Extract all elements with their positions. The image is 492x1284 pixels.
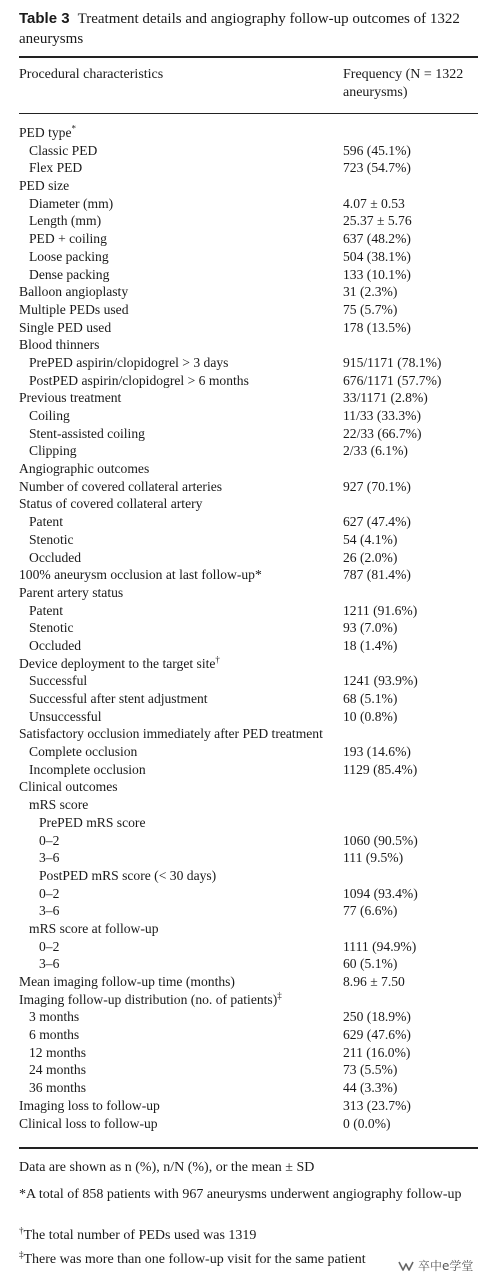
table-row xyxy=(19,708,489,726)
row-value: 1241 (93.9%) xyxy=(343,673,418,689)
table-row xyxy=(19,672,489,690)
row-label-text: Coiling xyxy=(29,408,70,423)
row-label xyxy=(29,920,159,938)
row-value: 11/33 (33.3%) xyxy=(343,408,422,423)
row-value: 44 (3.3%) xyxy=(343,1080,398,1096)
row-label xyxy=(19,301,129,319)
row-value: 18 (1.4%) xyxy=(343,637,398,653)
table-row xyxy=(19,991,489,1009)
row-value: 927 (70.1%) xyxy=(343,478,411,494)
row-label xyxy=(29,672,87,690)
column-header-characteristics: Procedural characteristics xyxy=(19,67,164,82)
table-row xyxy=(19,283,489,301)
table-row xyxy=(19,1079,489,1097)
row-label-text: Clinical loss to follow-up xyxy=(19,1115,158,1131)
row-label xyxy=(19,336,99,354)
row-label-text: Successful xyxy=(29,673,88,689)
row-value: 787 (81.4%) xyxy=(343,567,411,583)
row-label-text: Mean imaging follow-up time (months) xyxy=(19,974,235,989)
footnote-angiography xyxy=(19,1185,481,1205)
row-label xyxy=(29,619,74,637)
row-value: 193 (14.6%) xyxy=(343,744,411,760)
table-row xyxy=(19,248,489,266)
row-label-text: 3–6 xyxy=(39,956,60,972)
row-value: 133 (10.1%) xyxy=(343,266,411,282)
table-row xyxy=(19,425,489,443)
row-label-text: Flex PED xyxy=(29,160,83,176)
row-value: 596 (45.1%) xyxy=(343,142,411,158)
footnote-2-text: *A total of 858 patients with 967 aneurysms underwent angiography follow-up xyxy=(19,1187,462,1202)
row-label xyxy=(19,991,282,1009)
table-row xyxy=(19,495,489,513)
column-header-frequency-line2: aneurysms) xyxy=(343,85,408,100)
row-label-text: Patent xyxy=(29,602,63,618)
row-label-text: Unsuccessful xyxy=(29,708,102,724)
table-row xyxy=(19,725,489,743)
row-label-text: Imaging follow-up distribution (no. of patients) xyxy=(19,991,278,1007)
table-row xyxy=(19,867,489,885)
row-value: 211 (16.0%) xyxy=(343,1044,411,1060)
table-row xyxy=(19,549,489,567)
row-label-text: PrePED mRS score xyxy=(39,814,146,830)
row-label xyxy=(19,177,69,195)
row-label-text: Imaging loss to follow-up xyxy=(19,1097,160,1113)
table-row xyxy=(19,460,489,478)
row-label-text: Successful after stent adjustment xyxy=(29,691,208,706)
row-label xyxy=(19,584,123,602)
row-label-text: Patent xyxy=(29,514,63,530)
table-row xyxy=(19,230,489,248)
row-value: 60 (5.1%) xyxy=(343,956,398,972)
row-label xyxy=(29,1061,86,1079)
row-value: 178 (13.5%) xyxy=(343,319,411,335)
row-label-text: Dense packing xyxy=(29,266,110,282)
table-row xyxy=(19,478,489,496)
row-label xyxy=(29,1044,86,1062)
table-row xyxy=(19,920,489,938)
row-label-text: 0–2 xyxy=(39,832,60,848)
row-label xyxy=(19,778,118,796)
table-row xyxy=(19,159,489,177)
row-value: 0 (0.0%) xyxy=(343,1115,391,1131)
row-label xyxy=(29,212,101,230)
row-label xyxy=(29,1026,79,1044)
row-label-text: 0–2 xyxy=(39,938,60,954)
table-row xyxy=(19,637,489,655)
header-rule xyxy=(19,113,478,114)
row-label xyxy=(29,513,63,531)
table-row xyxy=(19,902,489,920)
row-label-text: Length (mm) xyxy=(29,213,102,229)
table-row xyxy=(19,195,489,213)
row-label xyxy=(39,867,216,885)
footnote-3-text: The total number of PEDs used was 1319 xyxy=(23,1228,257,1243)
row-value: 1111 (94.9%) xyxy=(343,938,417,954)
watermark xyxy=(398,1257,473,1274)
row-label xyxy=(39,902,59,920)
row-label xyxy=(19,124,76,142)
row-value: 111 (9.5%) xyxy=(343,850,404,866)
table-row xyxy=(19,1008,489,1026)
row-label xyxy=(29,1079,86,1097)
row-value: 75 (5.7%) xyxy=(343,301,398,317)
bottom-rule xyxy=(19,1147,478,1149)
row-label-text: 3–6 xyxy=(39,903,60,919)
row-value: 676/1171 (57.7%) xyxy=(343,372,442,388)
row-label-text: Device deployment to the target site xyxy=(19,655,216,671)
row-value: 68 (5.1%) xyxy=(343,691,398,706)
top-rule xyxy=(19,56,478,58)
row-value: 8.96 ± 7.50 xyxy=(343,974,405,989)
row-label xyxy=(19,655,220,673)
row-label-text: PostPED mRS score (< 30 days) xyxy=(39,867,217,883)
column-header-frequency xyxy=(343,66,483,102)
row-label xyxy=(19,566,262,584)
table-row xyxy=(19,266,489,284)
row-value: 723 (54.7%) xyxy=(343,160,411,176)
row-label-text: mRS score at follow-up xyxy=(29,920,159,936)
row-label-text: 3–6 xyxy=(39,850,60,866)
row-value: 77 (6.6%) xyxy=(343,903,398,919)
row-footnote-marker: ‡ xyxy=(277,990,282,1001)
row-label xyxy=(29,602,63,620)
row-label xyxy=(29,743,137,761)
table-caption: Treatment details and angiography follow-up outcomes of 1322 aneurysms xyxy=(19,11,460,47)
row-label-text: 12 months xyxy=(29,1044,87,1060)
row-label-text: 36 months xyxy=(29,1080,87,1096)
table-row xyxy=(19,336,489,354)
row-label xyxy=(19,973,235,991)
table-row xyxy=(19,602,489,620)
row-label-text: Occluded xyxy=(29,637,82,653)
row-label xyxy=(19,478,222,496)
row-footnote-marker: * xyxy=(71,123,76,134)
table-row xyxy=(19,566,489,584)
table-row xyxy=(19,655,489,673)
table-row xyxy=(19,743,489,761)
row-value: 10 (0.8%) xyxy=(343,708,398,724)
table-row xyxy=(19,301,489,319)
row-label-text: Angiographic outcomes xyxy=(19,461,150,477)
row-label xyxy=(19,389,121,407)
row-label xyxy=(29,637,81,655)
row-label xyxy=(19,283,128,301)
row-label-text: PED size xyxy=(19,178,70,194)
row-label-text: 24 months xyxy=(29,1062,87,1078)
row-label xyxy=(29,796,88,814)
row-label-text: 6 months xyxy=(29,1027,80,1043)
row-value: 915/1171 (78.1%) xyxy=(343,354,442,370)
table-row xyxy=(19,1115,489,1133)
table-row xyxy=(19,778,489,796)
row-label xyxy=(29,690,208,708)
row-label xyxy=(29,407,70,425)
row-label-text: Classic PED xyxy=(29,142,98,158)
row-value: 1060 (90.5%) xyxy=(343,832,418,848)
row-value: 93 (7.0%) xyxy=(343,620,398,636)
row-label xyxy=(19,460,149,478)
row-label-text: Number of covered collateral arteries xyxy=(19,478,223,494)
row-label xyxy=(39,814,145,832)
row-label xyxy=(29,549,81,567)
table-row xyxy=(19,1061,489,1079)
table-row xyxy=(19,531,489,549)
table-row xyxy=(19,955,489,973)
table-row xyxy=(19,442,489,460)
row-label xyxy=(29,425,145,443)
row-label xyxy=(29,266,109,284)
table-row xyxy=(19,319,489,337)
row-value: 629 (47.6%) xyxy=(343,1027,411,1043)
table-row xyxy=(19,832,489,850)
table-row xyxy=(19,796,489,814)
row-value: 54 (4.1%) xyxy=(343,531,398,547)
row-label-text: PED type xyxy=(19,125,72,140)
row-label-text: Stent-assisted coiling xyxy=(29,425,145,441)
row-value: 313 (23.7%) xyxy=(343,1097,411,1113)
row-label xyxy=(39,955,59,973)
footnote-double-dagger-symbol: ‡ xyxy=(19,1249,24,1260)
row-label xyxy=(39,938,59,956)
row-label-text: Occluded xyxy=(29,549,82,565)
row-label-text: Stenotic xyxy=(29,531,74,547)
row-value: 25.37 ± 5.76 xyxy=(343,213,412,229)
row-value: 1129 (85.4%) xyxy=(343,761,418,777)
table-row xyxy=(19,372,489,390)
row-label-text: Single PED used xyxy=(19,319,112,335)
row-label xyxy=(29,159,82,177)
table-row xyxy=(19,849,489,867)
row-label xyxy=(29,372,249,390)
footnote-data-format xyxy=(19,1158,481,1178)
row-label xyxy=(29,531,74,549)
row-label xyxy=(29,761,146,779)
row-label-text: Loose packing xyxy=(29,248,109,264)
row-label xyxy=(29,142,97,160)
row-label-text: PrePED aspirin/clopidogrel > 3 days xyxy=(29,354,229,370)
row-label xyxy=(19,1115,158,1133)
watermark-text: 卒中e学堂 xyxy=(418,1259,474,1273)
table-row xyxy=(19,1026,489,1044)
table-row xyxy=(19,354,489,372)
row-label xyxy=(19,495,202,513)
table-row xyxy=(19,177,489,195)
row-label-text: Satisfactory occlusion immediately after PED treatment xyxy=(19,726,323,742)
footnote-1-text: Data are shown as n (%), n/N (%), or the mean ± SD xyxy=(19,1160,315,1175)
row-label-text: Balloon angioplasty xyxy=(19,284,129,300)
row-label xyxy=(29,442,77,460)
row-label xyxy=(19,1097,160,1115)
row-value: 33/1171 (2.8%) xyxy=(343,390,428,406)
row-value: 1211 (91.6%) xyxy=(343,602,418,618)
row-value: 1094 (93.4%) xyxy=(343,885,418,901)
table-row xyxy=(19,619,489,637)
row-label xyxy=(39,885,59,903)
row-value: 627 (47.4%) xyxy=(343,514,411,530)
row-label-text: Parent artery status xyxy=(19,584,124,600)
table-row xyxy=(19,584,489,602)
row-label xyxy=(39,832,59,850)
row-label xyxy=(29,708,101,726)
row-value: 2/33 (6.1%) xyxy=(343,443,408,459)
row-label-text: 0–2 xyxy=(39,885,60,901)
row-label-text: Previous treatment xyxy=(19,390,122,406)
table-row xyxy=(19,1097,489,1115)
row-label xyxy=(29,230,107,248)
row-label-text: 100% aneurysm occlusion at last follow-up* xyxy=(19,567,262,583)
row-label-text: PostPED aspirin/clopidogrel > 6 months xyxy=(29,372,249,388)
row-value: 26 (2.0%) xyxy=(343,549,398,565)
table-row xyxy=(19,1044,489,1062)
table-row xyxy=(19,407,489,425)
table-row xyxy=(19,212,489,230)
row-label-text: mRS score xyxy=(29,797,89,813)
row-label xyxy=(29,248,109,266)
row-label-text: Blood thinners xyxy=(19,337,100,353)
table-row xyxy=(19,690,489,708)
row-label-text: Diameter (mm) xyxy=(29,195,114,211)
table-row xyxy=(19,814,489,832)
table-number: Table 3 xyxy=(19,10,70,27)
row-label xyxy=(29,195,113,213)
wechat-channel-icon xyxy=(398,1259,414,1273)
row-label-text: Clinical outcomes xyxy=(19,779,118,795)
table-row xyxy=(19,389,489,407)
row-label-text: Multiple PEDs used xyxy=(19,301,129,317)
row-value: 504 (38.1%) xyxy=(343,248,411,264)
row-label xyxy=(29,1008,79,1026)
footnote-4-text: There was more than one follow-up visit for the same patient xyxy=(23,1252,366,1267)
row-value: 250 (18.9%) xyxy=(343,1009,411,1025)
table-row xyxy=(19,513,489,531)
row-label xyxy=(19,319,111,337)
row-label xyxy=(39,849,59,867)
row-label-text: Complete occlusion xyxy=(29,744,138,760)
row-label-text: PED + coiling xyxy=(29,231,107,247)
row-value: 637 (48.2%) xyxy=(343,231,411,247)
row-footnote-marker: † xyxy=(215,654,220,665)
table-row xyxy=(19,973,489,991)
row-value: 73 (5.5%) xyxy=(343,1062,398,1078)
row-label-text: Incomplete occlusion xyxy=(29,761,146,777)
table-row xyxy=(19,124,489,142)
table-title xyxy=(19,9,479,49)
table-row xyxy=(19,885,489,903)
row-value: 4.07 ± 0.53 xyxy=(343,195,405,211)
row-value: 31 (2.3%) xyxy=(343,284,398,300)
table-row xyxy=(19,142,489,160)
table-row xyxy=(19,761,489,779)
table-body xyxy=(19,124,489,1132)
row-label-text: Stenotic xyxy=(29,620,74,636)
column-header-frequency-line1: Frequency (N = 1322 xyxy=(343,67,464,82)
footnote-ped-count xyxy=(19,1226,481,1246)
row-value: 22/33 (66.7%) xyxy=(343,425,422,441)
row-label-text: Clipping xyxy=(29,443,77,459)
table-row xyxy=(19,938,489,956)
row-label-text: Status of covered collateral artery xyxy=(19,496,203,512)
row-label xyxy=(29,354,228,372)
row-label xyxy=(19,725,323,743)
row-label-text: 3 months xyxy=(29,1009,80,1025)
footnote-dagger-symbol: † xyxy=(19,1225,24,1236)
